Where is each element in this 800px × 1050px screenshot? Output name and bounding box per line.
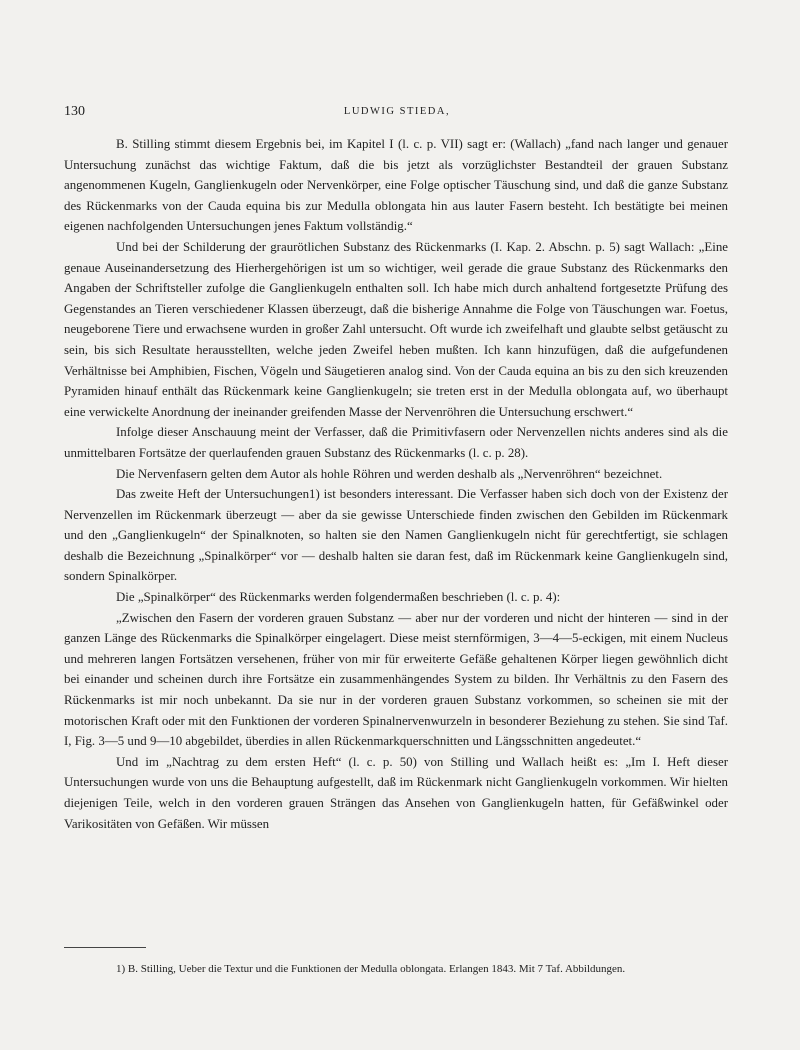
page-header — [64, 104, 730, 124]
body-text — [64, 134, 728, 834]
page-number: 130 — [64, 104, 85, 119]
paragraph: Und im „Nachtrag zu dem ersten Heft“ (l. c. p. 50) von Stilling und Wallach heißt es: „Im I. Heft dieser Untersuchungen wurde von uns die Behauptung aufgestellt, daß im Rückenmark nicht Ganglienkugeln vorkommen. Wir hielten diejenigen Teile, welch in den vorderen grauen Strängen das Ansehen von Ganglienkugeln hatten, für Gefäßwinkel oder Varikositäten von Gefäßen. Wir müssen — [64, 754, 728, 831]
footnote-divider — [64, 947, 146, 948]
paragraph: Das zweite Heft der Untersuchungen1) ist besonders interessant. Die Verfasser haben sich doch von der Existenz der Nervenzellen im Rückenmark überzeugt — aber da sie gewisse Unterschiede finden zwischen den Gebilden im Rückenmark und den „Ganglienkugeln“ der Spinalknoten, so halten sie den Namen Ganglienkugeln nicht für gerechtfertigt, sie schlagen deshalb die Bezeichnung „Spinalkörper“ vor — deshalb halten sie daran fest, daß im Rückenmark keine Ganglienkugeln sind, sondern Spinalkörper. — [64, 487, 728, 584]
running-head: LUDWIG STIEDA, — [343, 106, 451, 117]
paragraph: B. Stilling stimmt diesem Ergebnis bei, im Kapitel I (l. c. p. VII) sagt er: (Wallach) „fand nach langer und genauer Untersuchung zunächst das wichtige Faktum, daß die bis jetzt als vorzüglichster Bestandteil der grauen Substanz angenommenen Kugeln, Ganglienkugeln oder Nervenkörper, eine Folge optischer Täuschung sind, und daß die ganze Substanz des Rückenmarks von der Cauda equina bis zur Medulla oblongata hin aus lauter Fasern besteht. Ich bestätigte bei meinen eigenen nachfolgenden Untersuchungen jenes Faktum vollständig.“ — [64, 137, 728, 234]
footnote: 1) B. Stilling, Ueber die Textur und die Funktionen der Medulla oblongata. Erlangen 1843. Mit 7 Taf. Abbildungen. — [116, 963, 626, 975]
paragraph: Die Nervenfasern gelten dem Autor als hohle Röhren und werden deshalb als „Nervenröhren“ bezeichnet. — [116, 466, 663, 481]
paragraph: Infolge dieser Anschauung meint der Verfasser, daß die Primitivfasern oder Nervenzellen nichts anderes sind als die unmittelbaren Fortsätze der querlaufenden grauen Substanz des Rückenmarks (l. c. p. 28). — [64, 425, 728, 460]
paragraph: Und bei der Schilderung der graurötlichen Substanz des Rückenmarks (I. Kap. 2. Abschn. p. 5) sagt Wallach: „Eine genaue Auseinandersetzung des Hierhergehörigen ist um so wichtiger, weil gerade die graue Substanz des Rückenmarks den Angaben der Schriftsteller zufolge die Ganglienkugeln enthalten soll. Ich habe mich durch anhaltend fortgesetzte Prüfung des Gegenstandes an Tieren verschiedener Klassen überzeugt, daß die bisherige Annahme die Folge von Täuschungen war. Foetus, neugeborene Tiere und erwachsene wurden in großer Zahl untersucht. Oft wurde ich zweifelhaft und glaubte selbst getäuscht zu sein, bis sich Resultate herausstellten, welche jeden Zweifel heben mußten. Ich kann hinzufügen, daß die aufgefundenen Verhältnisse bei Amphibien, Fischen, Vögeln und Säugetieren analog sind. Von der Cauda equina an bis zu den sich kreuzenden Pyramiden hinauf enthält das Rückenmark keine Ganglienkugeln; sie treten erst in der Medulla oblongata auf, wo überhaupt eine verwickelte Anordnung der ineinander greifenden Masse der Nervenröhren die Untersuchung erschwert.“ — [64, 239, 728, 419]
paragraph: Die „Spinalkörper“ des Rückenmarks werden folgendermaßen beschrieben (l. c. p. 4): — [116, 590, 561, 605]
block-quote: „Zwischen den Fasern der vorderen grauen Substanz — aber nur der vorderen und nicht der hinteren — sind in der ganzen Länge des Rückenmarks die Spinalkörper eingelagert. Diese meist sternförmigen, 3—4—5-eckigen, mit einem Nucleus und mehreren langen Fortsätzen versehenen, früher von mir für erweiterte Gefäße gehaltenen Körper liegen gewöhnlich dicht bei einander und scheinen durch ihre Fortsätze ein zusammenhängendes System zu bilden. Ihr Verhältnis zu den Fasern des Rückenmarks ist mir noch unbekannt. Da sie nur in der vorderen grauen Substanz vorkommen, so scheinen sie mit der motorischen Kraft oder mit den Funktionen der vorderen Spinalnervenwurzeln in besonderer Beziehung zu stehen. Sie sind Taf. I, Fig. 3—5 und 9—10 abgebildet, überdies in allen Rückenmarkquerschnitten und Längsschnitten angedeutet.“ — [64, 610, 728, 749]
